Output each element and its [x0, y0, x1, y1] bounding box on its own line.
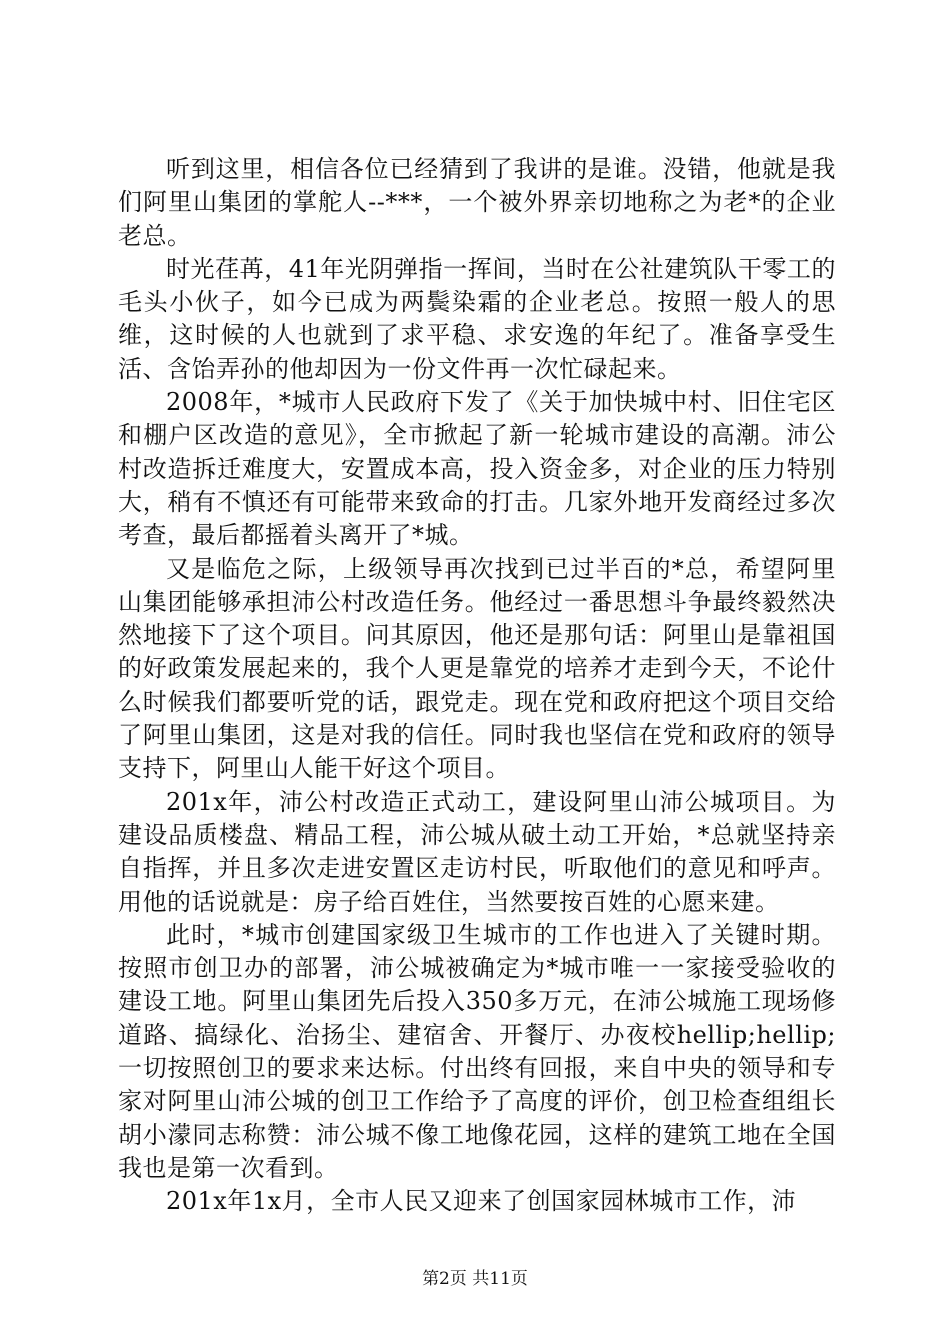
- paragraph-7: 201x年1x月，全市人民又迎来了创国家园林城市工作，沛: [166, 1187, 797, 1216]
- page-footer: 第2页 共11页: [422, 1269, 528, 1289]
- paragraph-1: 听到这里，相信各位已经猜到了我讲的是谁。没错，他就是我们阿里山集团的掌舵人--***，一个被外界亲切地称之为老*的企业老总。: [118, 155, 836, 250]
- paragraph-5: 201x年，沛公村改造正式动工，建设阿里山沛公城项目。为建设品质楼盘、精品工程，沛公城从破土动工开始，*总就坚持亲自指挥，并且多次走进安置区走访村民，听取他们的意见和呼声。用他的话说就是：房子给百姓住，当然要按百姓的心愿来建。: [118, 787, 836, 916]
- document-body: [118, 153, 836, 1219]
- paragraph-6: 此时，*城市创建国家级卫生城市的工作也进入了关键时期。按照市创卫办的部署，沛公城被确定为*城市唯一一家接受验收的建设工地。阿里山集团先后投入350多万元，在沛公城施工现场修道路、搞绿化、治扬尘、建宿舍、开餐厅、办夜校hellip;hellip;一切按照创卫的要求来达标。付出终有回报，来自中央的领导和专家对阿里山沛公城的创卫工作给予了高度的评价，创卫检查组组长胡小濛同志称赞：沛公城不像工地像花园，这样的建筑工地在全国我也是第一次看到。: [118, 920, 836, 1182]
- paragraph-4: 又是临危之际，上级领导再次找到已过半百的*总，希望阿里山集团能够承担沛公村改造任务。他经过一番思想斗争最终毅然决然地接下了这个项目。问其原因，他还是那句话：阿里山是靠祖国的好政策发展起来的，我个人更是靠党的培养才走到今天，不论什么时候我们都要听党的话，跟党走。现在党和政府把这个项目交给了阿里山集团，这是对我的信任。同时我也坚信在党和政府的领导支持下，阿里山人能干好这个项目。: [118, 554, 836, 783]
- paragraph-2: 时光荏苒，41年光阴弹指一挥间，当时在公社建筑队干零工的毛头小伙子，如今已成为两鬓染霜的企业老总。按照一般人的思维，这时候的人也就到了求平稳、求安逸的年纪了。准备享受生活、含饴弄孙的他却因为一份文件再一次忙碌起来。: [118, 254, 836, 383]
- paragraph-3: 2008年，*城市人民政府下发了《关于加快城中村、旧住宅区和棚户区改造的意见》，全市掀起了新一轮城市建设的高潮。沛公村改造拆迁难度大，安置成本高，投入资金多，对企业的压力特别大，稍有不慎还有可能带来致命的打击。几家外地开发商经过多次考查，最后都摇着头离开了*城。: [118, 388, 836, 550]
